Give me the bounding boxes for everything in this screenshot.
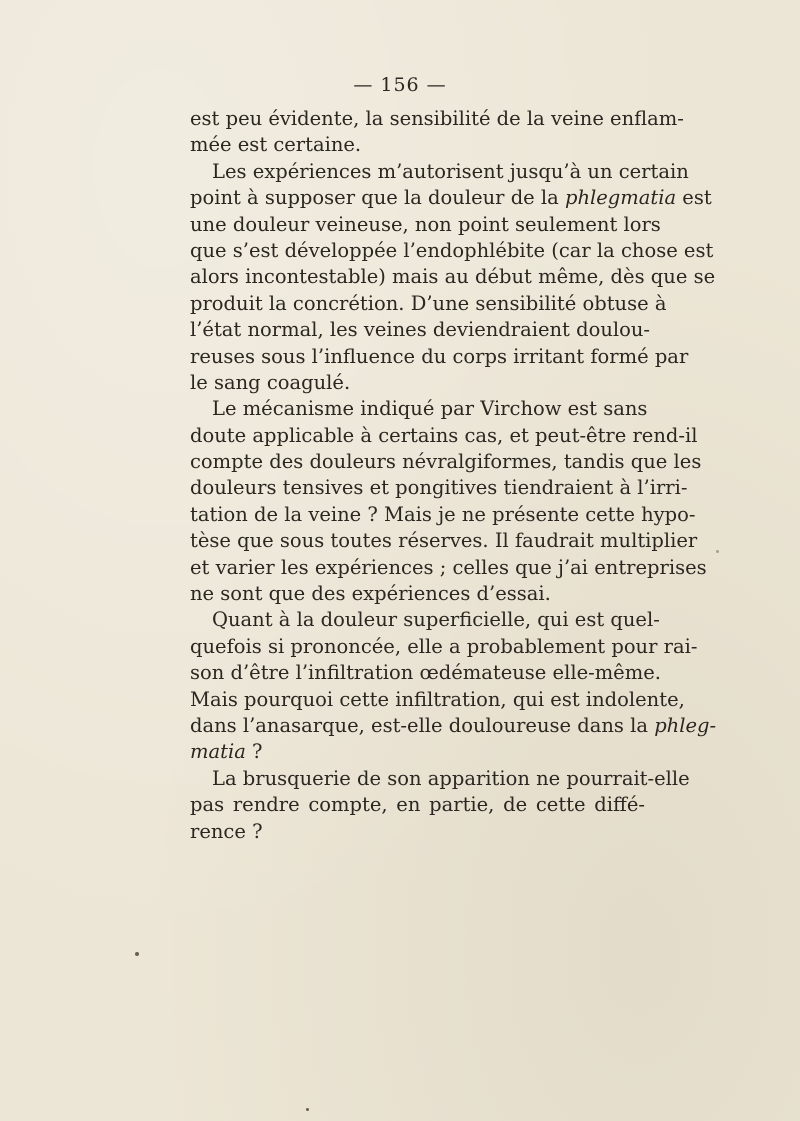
text-line: est peu évidente, la sensibilité de la veine enflam- (190, 107, 684, 130)
paper-speck (135, 952, 139, 956)
text-line: reuses sous l’influence du corps irritant formé par (190, 344, 689, 368)
text-line: dans l’anasarque, est-elle douloureuse dans la phleg- (190, 713, 717, 737)
text-line: une douleur veineuse, non point seulement lors (190, 212, 661, 236)
text-line: ne sont que des expériences d’essai. (190, 582, 551, 606)
text-line: pas rendre compte, en partie, de cette diffé- (190, 793, 645, 817)
italic-term: matia (190, 740, 246, 764)
paper-speck (306, 1108, 309, 1111)
italic-term: phlegmatia (564, 186, 677, 210)
text-line: quefois si prononcée, elle a probablement pour rai- (190, 634, 698, 658)
text-line: rence ? (190, 819, 263, 843)
text-line: matia ? (190, 740, 263, 764)
text-line: alors incontestable) mais au début même, dès que se (190, 265, 716, 289)
italic-term: phleg- (654, 713, 717, 737)
page-number: — 156 — (353, 74, 447, 96)
text-line: tèse que sous toutes réserves. Il faudrait multiplier (190, 529, 698, 553)
text-line: mée est certaine. (190, 133, 362, 157)
paragraph-start-line: Les expériences m’autorisent jusqu’à un certain (212, 159, 689, 183)
text-line: compte des douleurs névralgiformes, tandis que les (190, 450, 702, 474)
paragraph-start-line: Le mécanisme indiqué par Virchow est sans (212, 397, 648, 421)
paragraph-start-line: Quant à la douleur superficielle, qui est quel- (212, 608, 660, 632)
paragraph-start-line: La brusquerie de son apparition ne pourrait-elle (212, 766, 690, 790)
text-line: l’état normal, les veines deviendraient doulou- (190, 318, 651, 342)
text-line: produit la concrétion. D’une sensibilité obtuse à (190, 291, 667, 315)
text-line: que s’est développée l’endophlébite (car la chose est (190, 238, 714, 262)
text-line: Mais pourquoi cette infiltration, qui est indolente, (190, 687, 685, 711)
paper-speck (716, 550, 719, 553)
text-line: point à supposer que la douleur de la phlegmatia est (190, 186, 712, 210)
text-line: douleurs tensives et pongitives tiendraient à l’irri- (190, 476, 688, 500)
text-line: doute applicable à certains cas, et peut-être rend-il (190, 423, 698, 447)
text-line: et varier les expériences ; celles que j’ai entreprises (190, 555, 707, 579)
text-line: son d’être l’infiltration œdémateuse elle-même. (190, 661, 661, 685)
body-text (190, 106, 717, 845)
text-line: tation de la veine ? Mais je ne présente cette hypo- (190, 502, 696, 526)
text-line: le sang coagulé. (190, 370, 351, 394)
